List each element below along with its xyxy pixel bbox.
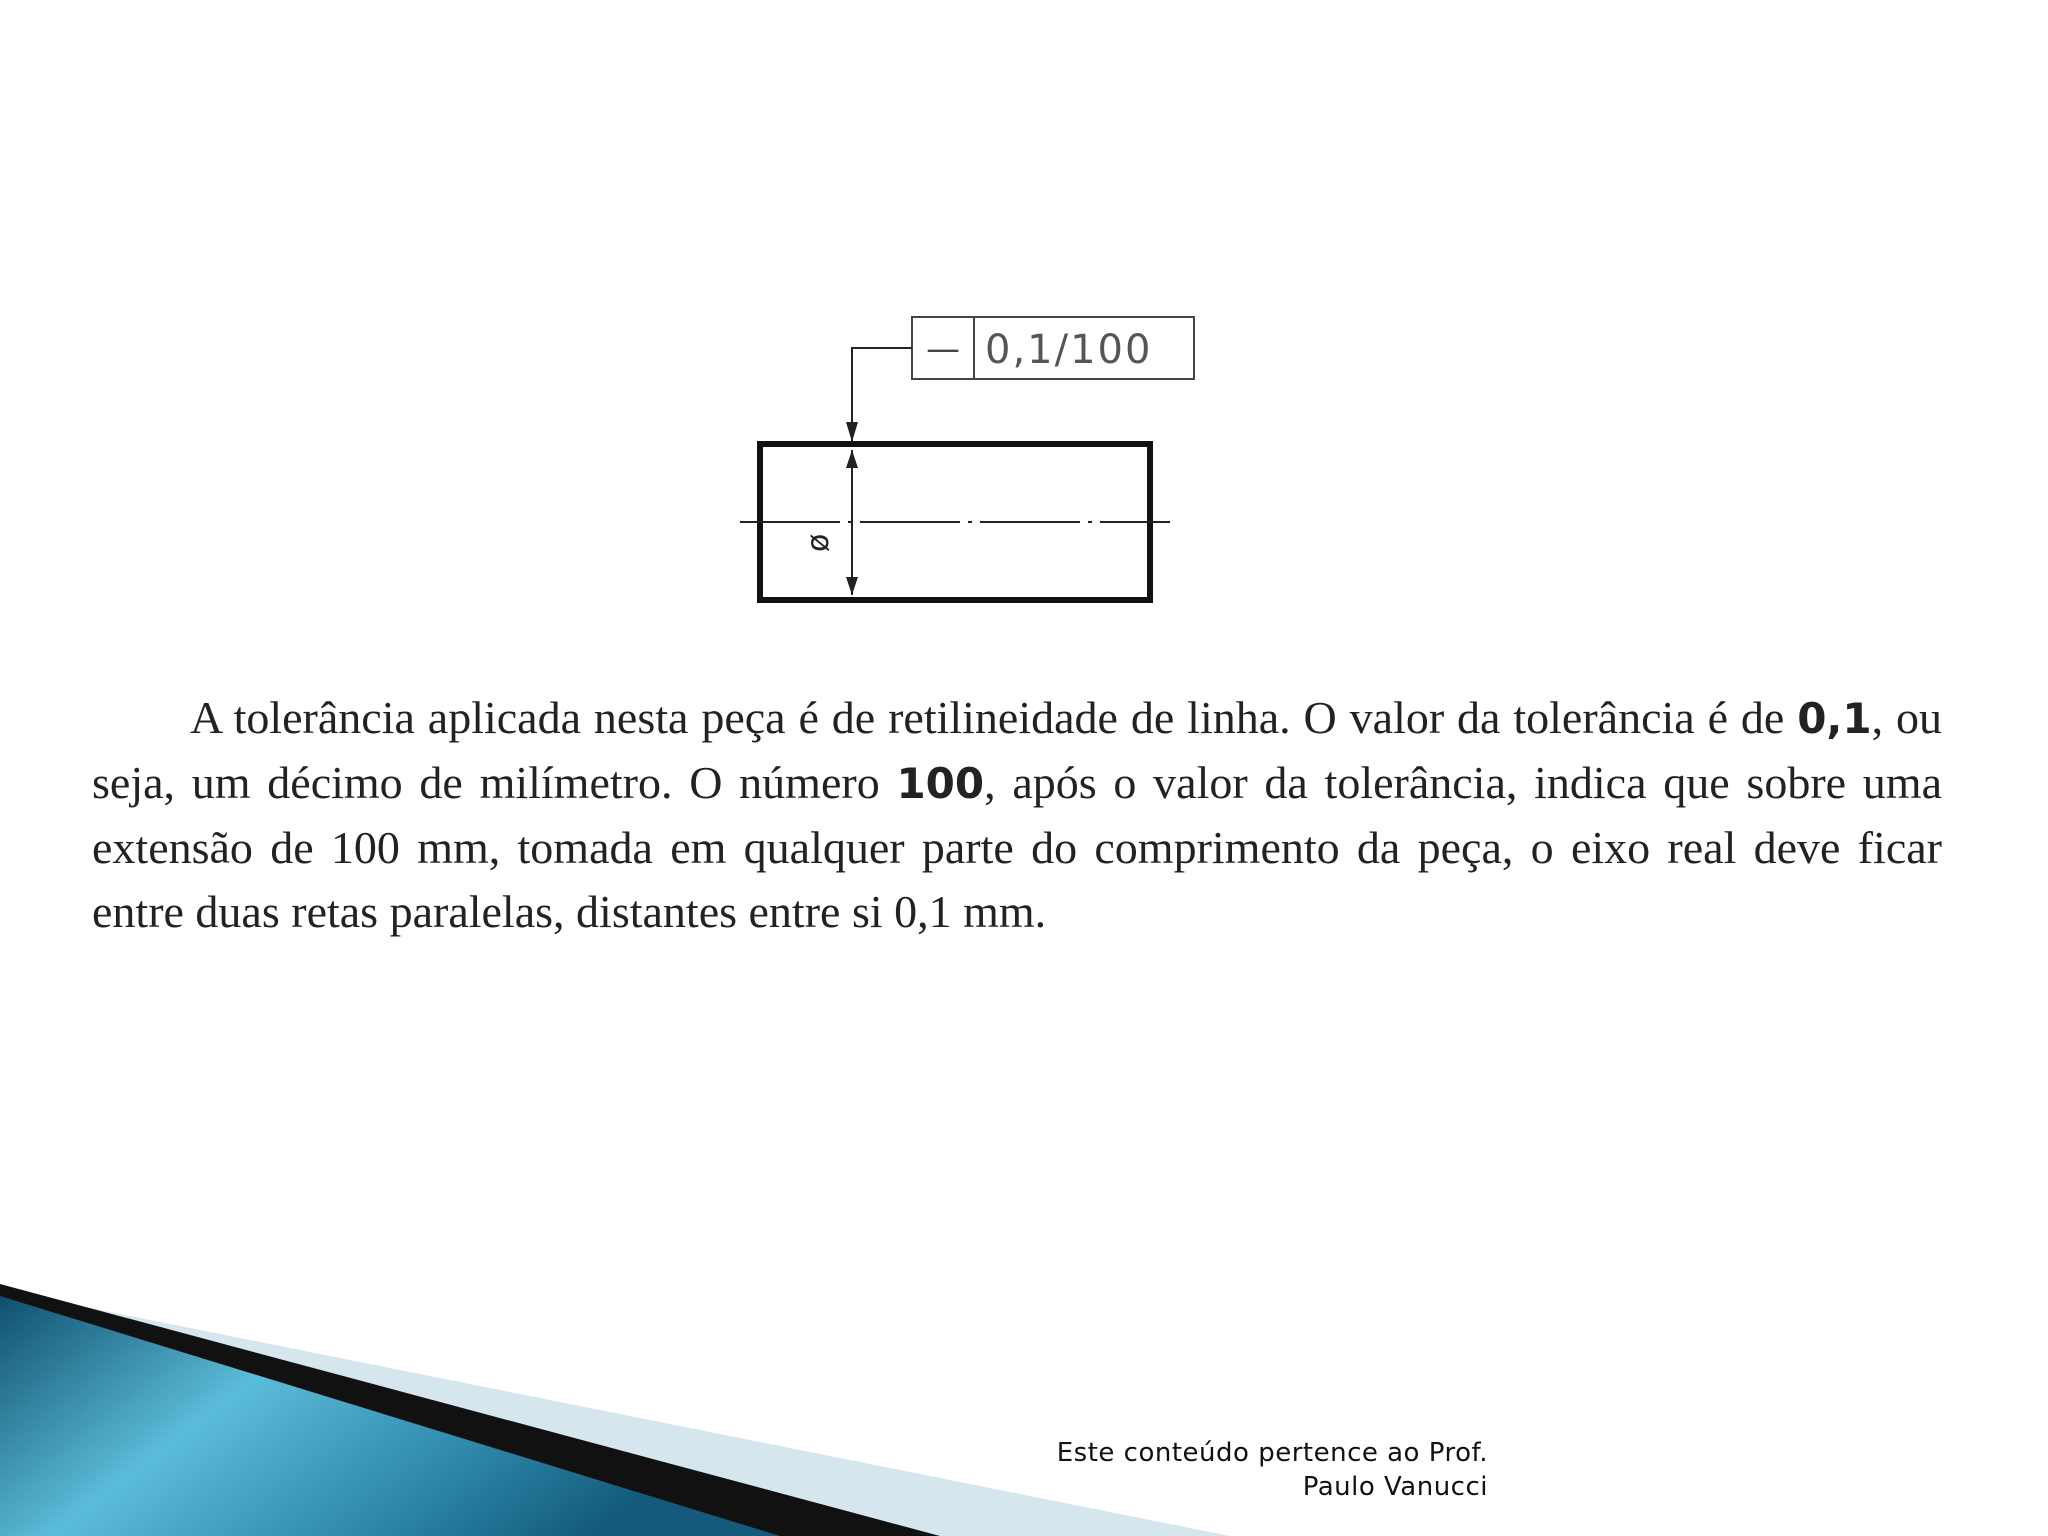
footer-line-1: Este conteúdo pertence ao Prof. <box>1056 1438 1488 1468</box>
paragraph-text-2: , ou seja, um décimo de milímetro. O número <box>92 692 1943 808</box>
tolerance-value: 0,1/100 <box>985 327 1153 373</box>
number-bold: 100 <box>896 759 985 808</box>
leader-line <box>852 348 912 442</box>
footer-line-2: Paulo Vanucci <box>1302 1472 1488 1502</box>
dimension-arrow-bottom <box>846 577 858 595</box>
leader-arrowhead <box>846 422 858 442</box>
dimension-arrow-top <box>846 450 858 468</box>
footer-attribution <box>1057 1436 1488 1504</box>
paragraph-text-1: A tolerância aplicada nesta peça é de retilineidade de linha. O valor da tolerância é de <box>190 692 1798 743</box>
straightness-symbol: — <box>926 329 960 369</box>
body-paragraph <box>92 686 1942 944</box>
paragraph-text-3: , após o valor da tolerância, indica que sobre uma extensão de 100 mm, tomada em qualquer parte do comprimento da peça, o eixo real deve ficar entre duas retas paralelas, distantes entre si 0,1 mm. <box>92 757 1942 937</box>
technical-drawing <box>700 300 1260 630</box>
tolerance-value-bold: 0,1 <box>1797 694 1872 743</box>
diameter-symbol: ø <box>801 533 836 552</box>
swoosh-blue <box>0 1296 780 1536</box>
